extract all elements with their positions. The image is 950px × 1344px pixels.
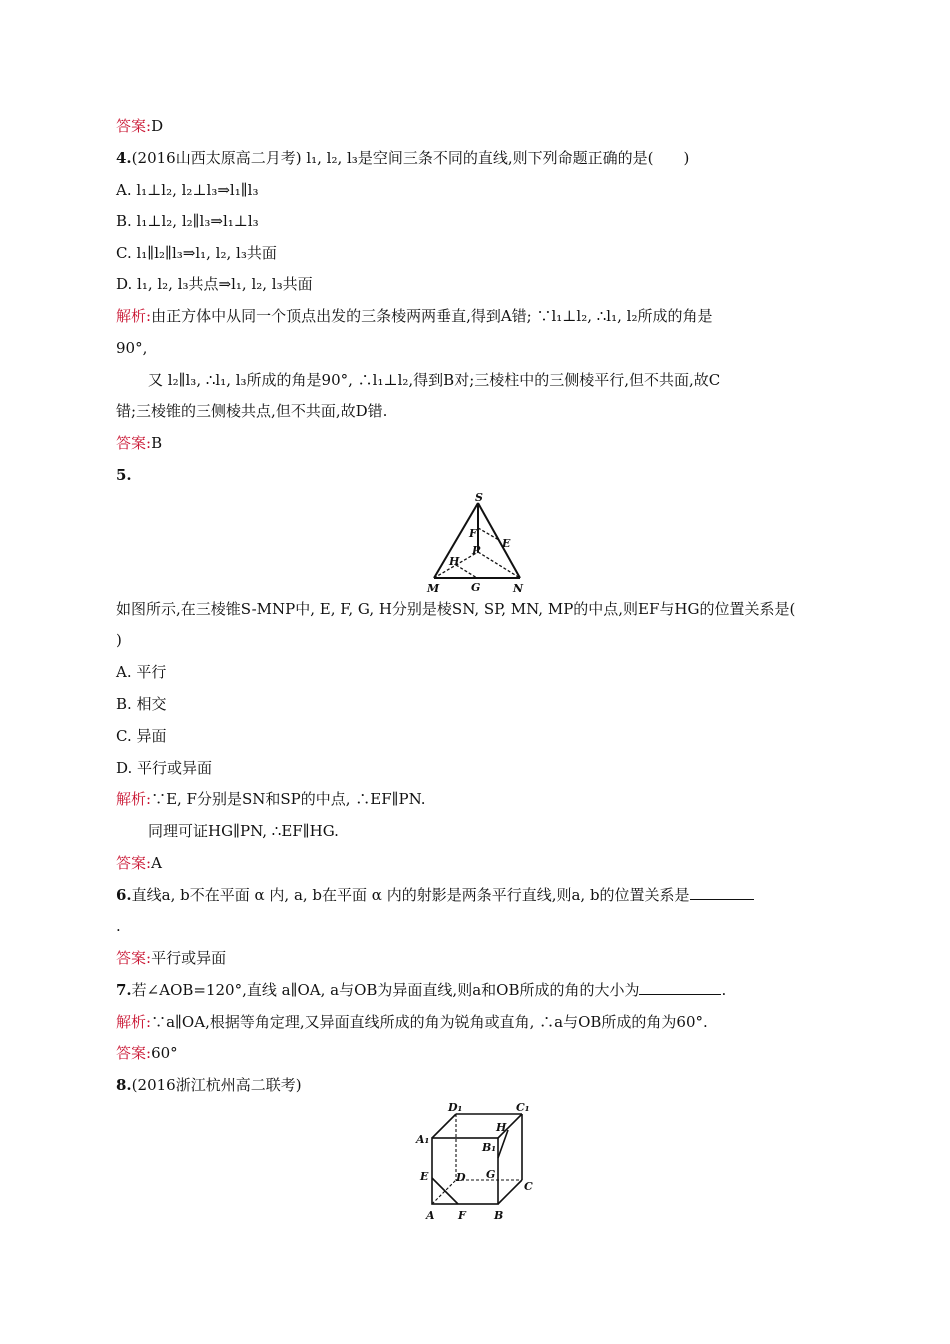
point-label-h: H xyxy=(449,555,460,568)
question-number: 6. xyxy=(116,886,132,904)
question-number: 8. xyxy=(116,1076,132,1094)
vertex-label-a1: A₁ xyxy=(416,1133,430,1146)
q5-stem-line-2: ) xyxy=(116,631,122,649)
vertex-label-n: N xyxy=(513,582,524,595)
q5-option-b: B. 相交 xyxy=(116,695,167,713)
vertex-label-m: M xyxy=(427,582,440,595)
q4-answer xyxy=(116,433,162,453)
q7-analysis xyxy=(116,1012,708,1032)
q8-stem xyxy=(116,1075,302,1095)
q4-option-b: B. l₁⊥l₂, l₂∥l₃⇒l₁⊥l₃ xyxy=(116,212,259,230)
q5-pyramid-figure xyxy=(420,490,530,600)
vertex-label-a: A xyxy=(426,1209,435,1222)
q5-analysis-line-2: 同理可证HG∥PN, ∴EF∥HG. xyxy=(148,822,339,840)
point-label-h: H xyxy=(496,1121,507,1134)
vertex-label-b: B xyxy=(494,1209,504,1222)
question-text: 若∠AOB=120°,直线 a∥OA, a与OB为异面直线,则a和OB所成的角的大小为 xyxy=(131,981,640,999)
q6-stem-end: . xyxy=(116,917,121,935)
vertex-label-c1: C₁ xyxy=(516,1101,530,1114)
analysis-label: 解析: xyxy=(116,1013,152,1031)
vertex-label-p: P xyxy=(472,544,481,557)
point-label-e: E xyxy=(502,537,511,550)
q4-analysis-line-2: 90°, xyxy=(116,339,148,357)
answer-value: 60° xyxy=(151,1044,178,1062)
question-number: 4. xyxy=(116,149,132,167)
answer-value: D xyxy=(151,117,164,135)
question-number: 7. xyxy=(116,981,132,999)
question-end: . xyxy=(721,981,727,999)
vertex-label-d1: D₁ xyxy=(448,1101,463,1114)
answer-value: B xyxy=(151,434,163,452)
point-label-f: F xyxy=(469,527,477,540)
q8-cube-figure xyxy=(412,1100,542,1225)
point-label-f: F xyxy=(458,1209,466,1222)
question-text: (2016山西太原高二月考) l₁, l₂, l₃是空间三条不同的直线,则下列命题正确的是( ) xyxy=(131,149,690,167)
q4-stem xyxy=(116,148,689,168)
q7-stem xyxy=(116,980,726,1000)
vertex-label-b1: B₁ xyxy=(482,1141,497,1154)
point-label-g: G xyxy=(486,1168,496,1181)
q4-analysis-line-3: 又 l₂∥l₃, ∴l₁, l₃所成的角是90°, ∴l₁⊥l₂,得到B对;三棱柱中的三侧棱平行,但不共面,故C xyxy=(148,371,721,389)
analysis-label: 解析: xyxy=(116,307,152,325)
q5-number: 5. xyxy=(116,466,132,484)
vertex-label-s: S xyxy=(475,491,483,504)
question-text: (2016浙江杭州高二联考) xyxy=(131,1076,302,1094)
answer-value: 平行或异面 xyxy=(151,949,227,967)
question-text: 直线a, b不在平面 α 内, a, b在平面 α 内的射影是两条平行直线,则a, b的位置关系是 xyxy=(131,886,690,904)
q4-option-c: C. l₁∥l₂∥l₃⇒l₁, l₂, l₃共面 xyxy=(116,244,277,262)
answer-label: 答案: xyxy=(116,117,152,135)
q4-option-d: D. l₁, l₂, l₃共点⇒l₁, l₂, l₃共面 xyxy=(116,275,313,293)
analysis-text: ∵a∥OA,根据等角定理,又异面直线所成的角为锐角或直角, ∴a与OB所成的角为60°. xyxy=(151,1013,708,1031)
answer-blank xyxy=(690,885,754,900)
q3-answer xyxy=(116,116,163,136)
q5-option-d: D. 平行或异面 xyxy=(116,759,213,777)
point-label-e: E xyxy=(420,1170,429,1183)
answer-value: A xyxy=(151,854,162,872)
q4-analysis-line-4: 错;三棱锥的三侧棱共点,但不共面,故D错. xyxy=(116,402,388,420)
answer-label: 答案: xyxy=(116,949,152,967)
answer-blank xyxy=(639,980,721,995)
answer-label: 答案: xyxy=(116,434,152,452)
analysis-text: ∵E, F分别是SN和SP的中点, ∴EF∥PN. xyxy=(151,790,426,808)
q4-analysis-line-1 xyxy=(116,306,712,326)
q6-answer xyxy=(116,948,226,968)
q5-option-a: A. 平行 xyxy=(116,663,167,681)
q5-option-c: C. 异面 xyxy=(116,727,167,745)
q4-option-a: A. l₁⊥l₂, l₂⊥l₃⇒l₁∥l₃ xyxy=(116,181,259,199)
analysis-label: 解析: xyxy=(116,790,152,808)
q5-answer xyxy=(116,853,162,873)
answer-label: 答案: xyxy=(116,1044,152,1062)
answer-label: 答案: xyxy=(116,854,152,872)
point-label-g: G xyxy=(471,581,481,594)
q5-stem-line-1: 如图所示,在三棱锥S-MNP中, E, F, G, H分别是棱SN, SP, MN, MP的中点,则EF与HG的位置关系是( xyxy=(116,600,796,618)
vertex-label-d: D xyxy=(456,1171,466,1184)
analysis-text: 由正方体中从同一个顶点出发的三条棱两两垂直,得到A错; ∵l₁⊥l₂, ∴l₁, l₂所成的角是 xyxy=(151,307,713,325)
q5-analysis-line-1 xyxy=(116,789,426,809)
q7-answer xyxy=(116,1043,178,1063)
vertex-label-c: C xyxy=(524,1180,533,1193)
q6-stem xyxy=(116,885,754,905)
